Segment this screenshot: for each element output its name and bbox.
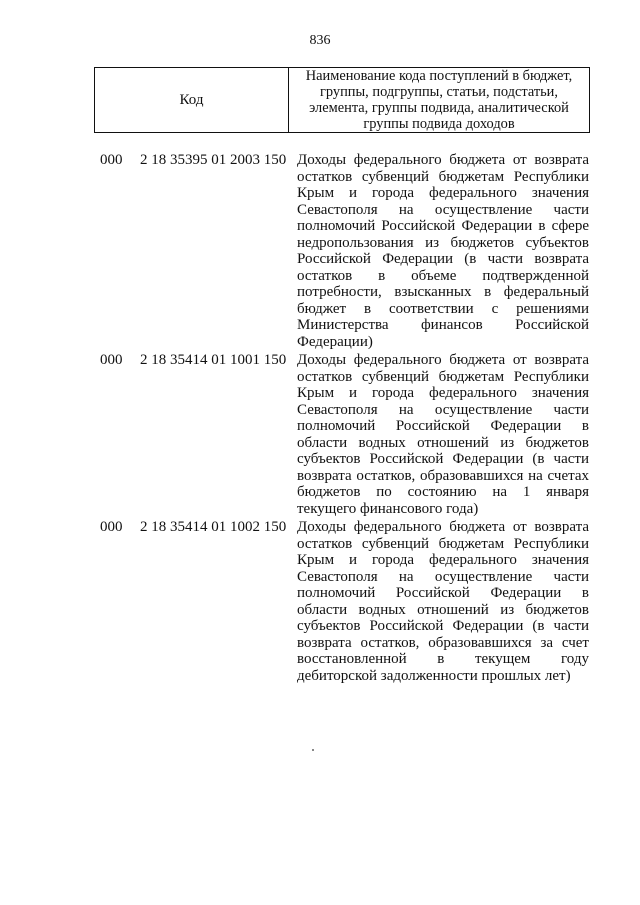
entry-income-code: 2 18 35414 01 1002 150 (140, 519, 287, 535)
scan-speck (312, 749, 314, 751)
entry-admin-code: 000 (100, 352, 123, 368)
entry-description: Доходы федерального бюджета от возврата остатков субвенций бюджетам Республики Крым и города федерального значения Севастополя на осуществление части полномочий Российской Федерации в сфере недропользования из бюджетов субъектов Российской Федерации (в части возврата остатков в объеме подтвержденной потребности, взысканных в федеральный бюджет в соответствии с решениями Министерства финансов Российской Федерации) (297, 152, 589, 350)
entry-description: Доходы федерального бюджета от возврата остатков субвенций бюджетам Республики Крым и города федерального значения Севастополя на осуществление части полномочий Российской Федерации в области водных отношений из бюджетов субъектов Российской Федерации (в части возврата остатков, образовавшихся на счетах бюджетов по состоянию на 1 января текущего финансового года) (297, 352, 589, 517)
header-code-cell: Код (95, 68, 289, 132)
header-name-cell: Наименование кода поступлений в бюджет, группы, подгруппы, статьи, подстатьи, элемента, группы подвида, аналитической группы подвида доходов (305, 68, 573, 132)
page-number: 836 (309, 33, 331, 48)
entry-admin-code: 000 (100, 152, 123, 168)
entry-admin-code: 000 (100, 519, 123, 535)
entry-description: Доходы федерального бюджета от возврата остатков субвенций бюджетам Республики Крым и города федерального значения Севастополя на осуществление части полномочий Российской Федерации в области водных отношений из бюджетов субъектов Российской Федерации (в части возврата остатков, образовавшихся за счет восстановленной в текущем году дебиторской задолженности прошлых лет) (297, 519, 589, 684)
entry-income-code: 2 18 35395 01 2003 150 (140, 152, 287, 168)
table-header (94, 67, 590, 133)
entry-income-code: 2 18 35414 01 1001 150 (140, 352, 287, 368)
